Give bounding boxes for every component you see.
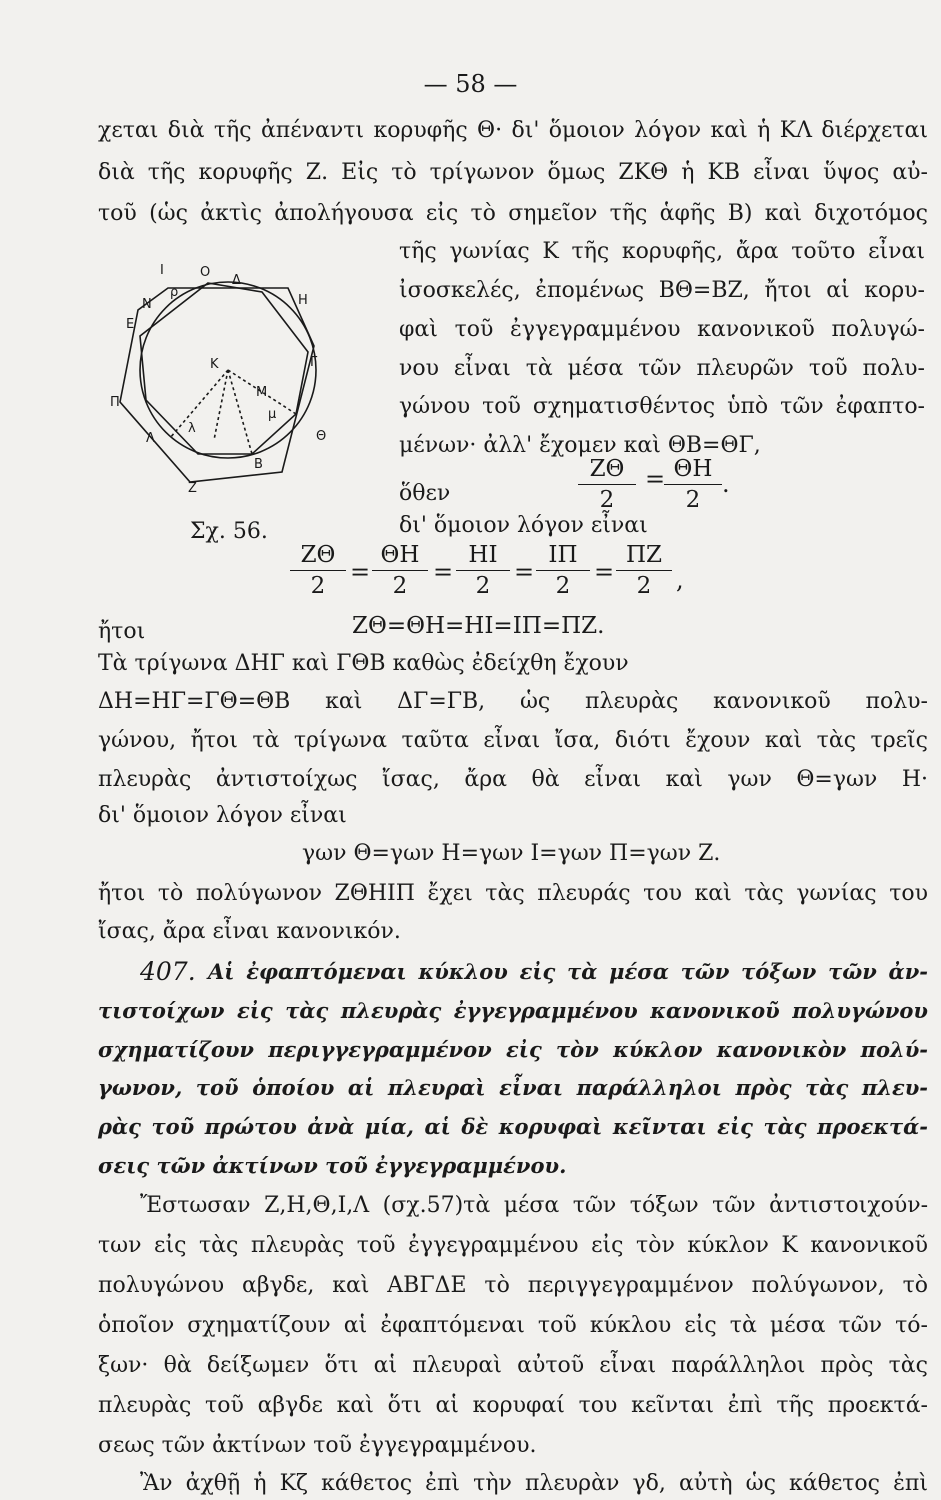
text-line: πλευρὰς τοῦ αβγδε καὶ ὅτι αἱ κορυφαί του κεῖνται ἐπὶ τῆς προεκτά- <box>98 1393 928 1418</box>
text-line: ξων· θὰ δείξωμεν ὅτι αἱ πλευραὶ αὐτοῦ εἶναι παράλληλοι πρὸς τὰς <box>98 1353 928 1378</box>
fraction-denominator: 2 <box>555 573 571 599</box>
figure-label: Π <box>110 395 120 410</box>
period: . <box>722 470 730 498</box>
equals-sign: = <box>350 558 371 586</box>
theorem-line: γωνον, τοῦ ὁποίου αἱ πλευραὶ εἶναι παράλληλοι πρὸς τὰς πλευ- <box>98 1075 928 1100</box>
fraction-denominator: 2 <box>636 573 652 599</box>
figure-label: Ζ <box>188 481 197 496</box>
text-line: γώνου τοῦ σχηματισθέντος ὑπὸ τῶν ἐφαπτο- <box>399 394 925 419</box>
theorem-line: σχηματίζουν περιγγεγραμμένον εἰς τὸν κύκλον κανονικὸν πολύ- <box>98 1037 928 1062</box>
figure-label: λ <box>188 421 196 436</box>
fraction <box>290 540 346 601</box>
text-line: διὰ τῆς κορυφῆς Ζ. Εἰς τὸ τρίγωνον ὅμως ΖΚΘ ἡ ΚΒ εἶναι ὕψος αὐ- <box>98 160 928 185</box>
text-line: πλευρὰς ἀντιστοίχως ἴσας, ἄρα θὰ εἶναι καὶ γων Θ=γων Η· <box>98 767 928 792</box>
fraction-numerator: ΗΙ <box>456 540 510 571</box>
equality-chain: ΖΘ=ΘΗ=ΗΙ=ΙΠ=ΠΖ. <box>352 613 605 639</box>
text-line: πολυγώνου αβγδε, καὶ ΑΒΓΔΕ τὸ περιγγεγραμμένον πολύγωνον, τὸ <box>98 1273 928 1298</box>
equals-sign: = <box>645 465 666 493</box>
figure-label: Λ <box>146 431 155 446</box>
figure-label: Ε <box>126 317 135 332</box>
text-line: Ἔστωσαν Ζ,Η,Θ,Ι,Λ (σχ.57)τὰ μέσα τῶν τόξων τῶν ἀντιστοιχούν- <box>140 1193 928 1218</box>
fraction-numerator: ΖΘ <box>290 540 346 571</box>
theorem-line: Αἱ ἐφαπτόμεναι κύκλου εἰς τὰ μέσα τῶν τόξων τῶν ἀν- <box>208 959 928 984</box>
figure-label: Η <box>298 293 308 308</box>
figure-label: μ <box>268 407 277 422</box>
fraction-denominator: 2 <box>685 487 701 513</box>
fraction <box>456 540 510 601</box>
text-line: χεται διὰ τῆς ἀπέναντι κορυφῆς Θ· δι' ὅμοιον λόγον καὶ ἡ ΚΛ διέρχεται <box>98 118 928 143</box>
figure-label: Ο <box>200 265 211 280</box>
text-line: τῆς γωνίας Κ τῆς κορυφῆς, ἄρα τοῦτο εἶναι <box>399 239 925 264</box>
fraction <box>372 540 428 601</box>
text-line: νου εἶναι τὰ μέσα τῶν πλευρῶν τοῦ πολυ- <box>399 356 925 381</box>
fraction <box>578 454 636 515</box>
figure-label: Κ <box>210 357 219 372</box>
fraction-numerator: ΘΗ <box>372 540 428 571</box>
text-line: τοῦ (ὡς ἀκτὶς ἀπολήγουσα εἰς τὸ σημεῖον τῆς ἁφῆς Β) καὶ διχοτόμος <box>98 201 928 226</box>
dashed-radius <box>214 370 228 440</box>
text-line: ἰσοσκελές, ἐπομένως ΒΘ=ΒΖ, ἤτοι αἱ κορυ- <box>399 278 925 303</box>
text-line: μένων· ἀλλ' ἔχομεν καὶ ΘΒ=ΘΓ, <box>399 433 761 458</box>
fraction-denominator: 2 <box>475 573 491 599</box>
figure-label: Γ <box>310 355 318 370</box>
equals-sign: = <box>433 558 454 586</box>
equals-sign: = <box>514 558 535 586</box>
equals-sign: = <box>594 558 615 586</box>
text-line: των εἰς τὰς πλευρὰς τοῦ ἐγγεγραμμένου εἰς τὸν κύκλον Κ κανονικοῦ <box>98 1233 928 1258</box>
page-number: — 58 — <box>423 70 518 98</box>
theorem-number: 407. <box>140 957 196 986</box>
figure-label: Ν <box>142 297 152 312</box>
fraction <box>616 540 672 601</box>
theorem-line: ρὰς τοῦ πρώτου ἀνὰ μία, αἱ δὲ κορυφαὶ κεῖνται εἰς τὰς προεκτά- <box>98 1114 928 1139</box>
theorem-line: τιστοίχων εἰς τὰς πλευρὰς ἐγγεγραμμένου κανονικοῦ πολυγώνου <box>98 998 928 1023</box>
text-line: ἴσας, ἄρα εἶναι κανονικόν. <box>98 919 401 944</box>
fraction-numerator: ΠΖ <box>616 540 672 571</box>
dashed-radius <box>170 370 228 438</box>
text-line: Ἂν ἀχθῇ ἡ Κζ κάθετος ἐπὶ τὴν πλευρὰν γδ, αὐτὴ ὡς κάθετος ἐπὶ <box>140 1471 928 1496</box>
comma: , <box>676 566 684 594</box>
text-line: φαὶ τοῦ ἐγγεγραμμένου κανονικοῦ πολυγώ- <box>399 317 925 342</box>
fraction <box>536 540 590 601</box>
fraction-denominator: 2 <box>392 573 408 599</box>
text-line: ὁποῖον σχηματίζουν αἱ ἐφαπτόμεναι τοῦ κύκλου εἰς τὰ μέσα τῶν τό- <box>98 1313 928 1338</box>
fraction-numerator: ΙΠ <box>536 540 590 571</box>
fraction-numerator: ΖΘ <box>578 454 636 485</box>
text-line: ΔΗ=ΗΓ=ΓΘ=ΘΒ καὶ ΔΓ=ΓΒ, ὡς πλευρὰς κανονικοῦ πολυ- <box>98 689 928 714</box>
text-line: σεως τῶν ἀκτίνων τοῦ ἐγγεγραμμένου. <box>98 1433 537 1458</box>
dashed-radius <box>228 370 252 454</box>
geometry-figure <box>110 250 350 500</box>
text-line: Τὰ τρίγωνα ΔΗΓ καὶ ΓΘΒ καθὼς ἐδείχθη ἔχουν <box>98 651 629 676</box>
othen-word: ὅθεν <box>399 481 451 506</box>
fraction-denominator: 2 <box>599 487 615 513</box>
text-line: γώνου, ἤτοι τὰ τρίγωνα ταῦτα εἶναι ἴσα, διότι ἔχουν καὶ τὰς τρεῖς <box>98 728 928 753</box>
theorem-line: σεις τῶν ἀκτίνων τοῦ ἐγγεγραμμένου. <box>98 1153 567 1178</box>
figure-label: Μ <box>256 385 268 400</box>
fraction <box>664 454 722 515</box>
fraction-numerator: ΘΗ <box>664 454 722 485</box>
figure-label: Θ <box>316 429 327 444</box>
text-line: δι' ὅμοιον λόγον εἶναι <box>98 803 347 828</box>
figure-caption: Σχ. 56. <box>190 519 268 544</box>
figure-label: ρ <box>170 285 179 300</box>
itoi-word: ἤτοι <box>98 619 146 644</box>
figure-label: Β <box>254 457 263 472</box>
text-line: δι' ὅμοιον λόγον εἶναι <box>399 513 648 538</box>
angle-chain: γων Θ=γων Η=γων Ι=γων Π=γων Ζ. <box>302 841 721 866</box>
figure-label: Ι <box>160 263 164 278</box>
text-line: ἤτοι τὸ πολύγωνον ΖΘΗΙΠ ἔχει τὰς πλευράς του καὶ τὰς γωνίας του <box>98 881 928 906</box>
figure-label: Δ <box>232 273 241 288</box>
circumscribed-polygon <box>120 288 314 482</box>
fraction-denominator: 2 <box>310 573 326 599</box>
